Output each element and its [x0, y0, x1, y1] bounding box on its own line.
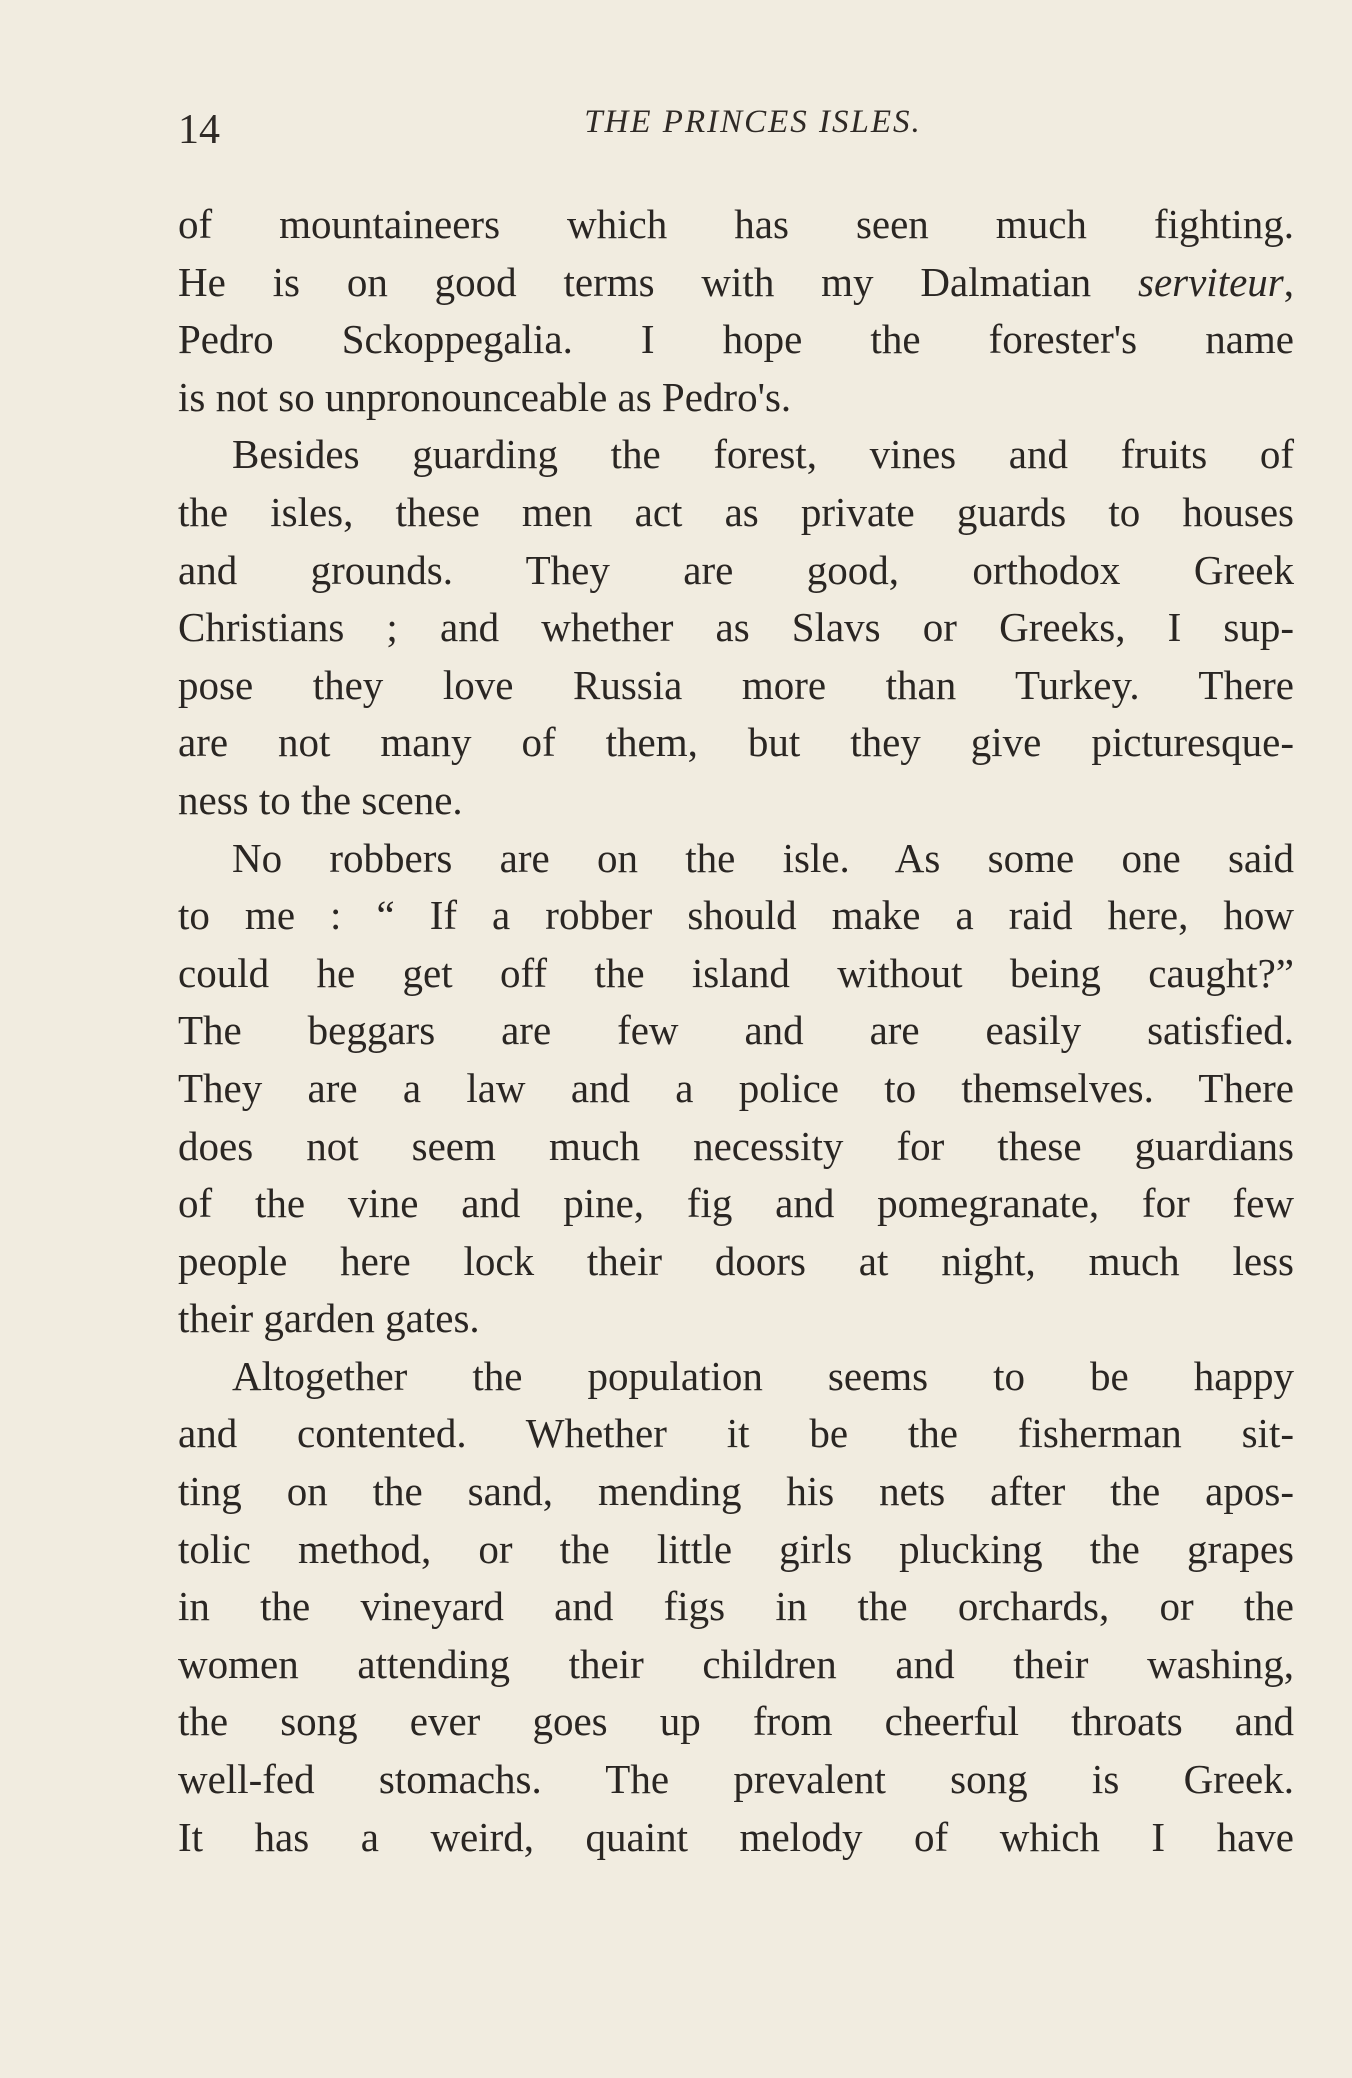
text-line: is not so unpronounceable as Pedro's.	[178, 373, 792, 420]
text-line: of mountaineers which has seen much fighting.	[178, 201, 1294, 247]
page-header	[178, 100, 1298, 160]
page-number: 14	[178, 107, 220, 153]
text-line: the song ever goes up from cheerful throats and	[178, 1698, 1294, 1745]
text-line: could he get off the island without being caught?”	[178, 949, 1294, 996]
text-line: the isles, these men act as private guards to houses	[178, 488, 1294, 535]
text-line: pose they love Russia more than Turkey. There	[178, 661, 1294, 708]
text-line: The beggars are few and are easily satisfied.	[178, 1007, 1294, 1054]
text-line: ness to the scene.	[178, 776, 463, 823]
running-head: THE PRINCES ISLES.	[584, 104, 922, 140]
text-line: They are a law and a police to themselves. There	[178, 1064, 1294, 1111]
text-line: people here lock their doors at night, much less	[178, 1237, 1294, 1284]
text-line: Christians ; and whether as Slavs or Greeks, I sup-	[178, 604, 1294, 651]
italic-word: serviteur	[1138, 258, 1284, 305]
paragraph-start: Altogether the population seems to be happy	[232, 1352, 1294, 1399]
text-line: does not seem much necessity for these guardians	[178, 1122, 1294, 1169]
text-line: to me : “ If a robber should make a raid here, how	[178, 892, 1294, 939]
text-line: in the vineyard and figs in the orchards, or the	[178, 1583, 1294, 1630]
text-line: Pedro Sckoppegalia. I hope the forester's name	[178, 316, 1294, 363]
body-text	[178, 196, 1294, 1866]
text-line: ting on the sand, mending his nets after the apos-	[178, 1468, 1294, 1515]
text-line: and grounds. They are good, orthodox Greek	[178, 546, 1294, 593]
text-line: women attending their children and their washing,	[178, 1640, 1294, 1687]
text-line: well-fed stomachs. The prevalent song is Greek.	[178, 1756, 1294, 1803]
text-line: of the vine and pine, fig and pomegranate, for few	[178, 1180, 1294, 1227]
paragraph-start: Besides guarding the forest, vines and fruits of	[232, 431, 1294, 478]
text-line: their garden gates.	[178, 1295, 480, 1342]
text-line: and contented. Whether it be the fisherman sit-	[178, 1410, 1294, 1457]
paragraph-start: No robbers are on the isle. As some one said	[232, 834, 1294, 881]
text-line: It has a weird, quaint melody of which I have	[178, 1813, 1294, 1860]
text-line: are not many of them, but they give picturesque-	[178, 719, 1294, 766]
text-line: tolic method, or the little girls plucking the grapes	[178, 1525, 1294, 1572]
text-line: He is on good terms with my Dalmatian serviteur,	[178, 258, 1294, 305]
